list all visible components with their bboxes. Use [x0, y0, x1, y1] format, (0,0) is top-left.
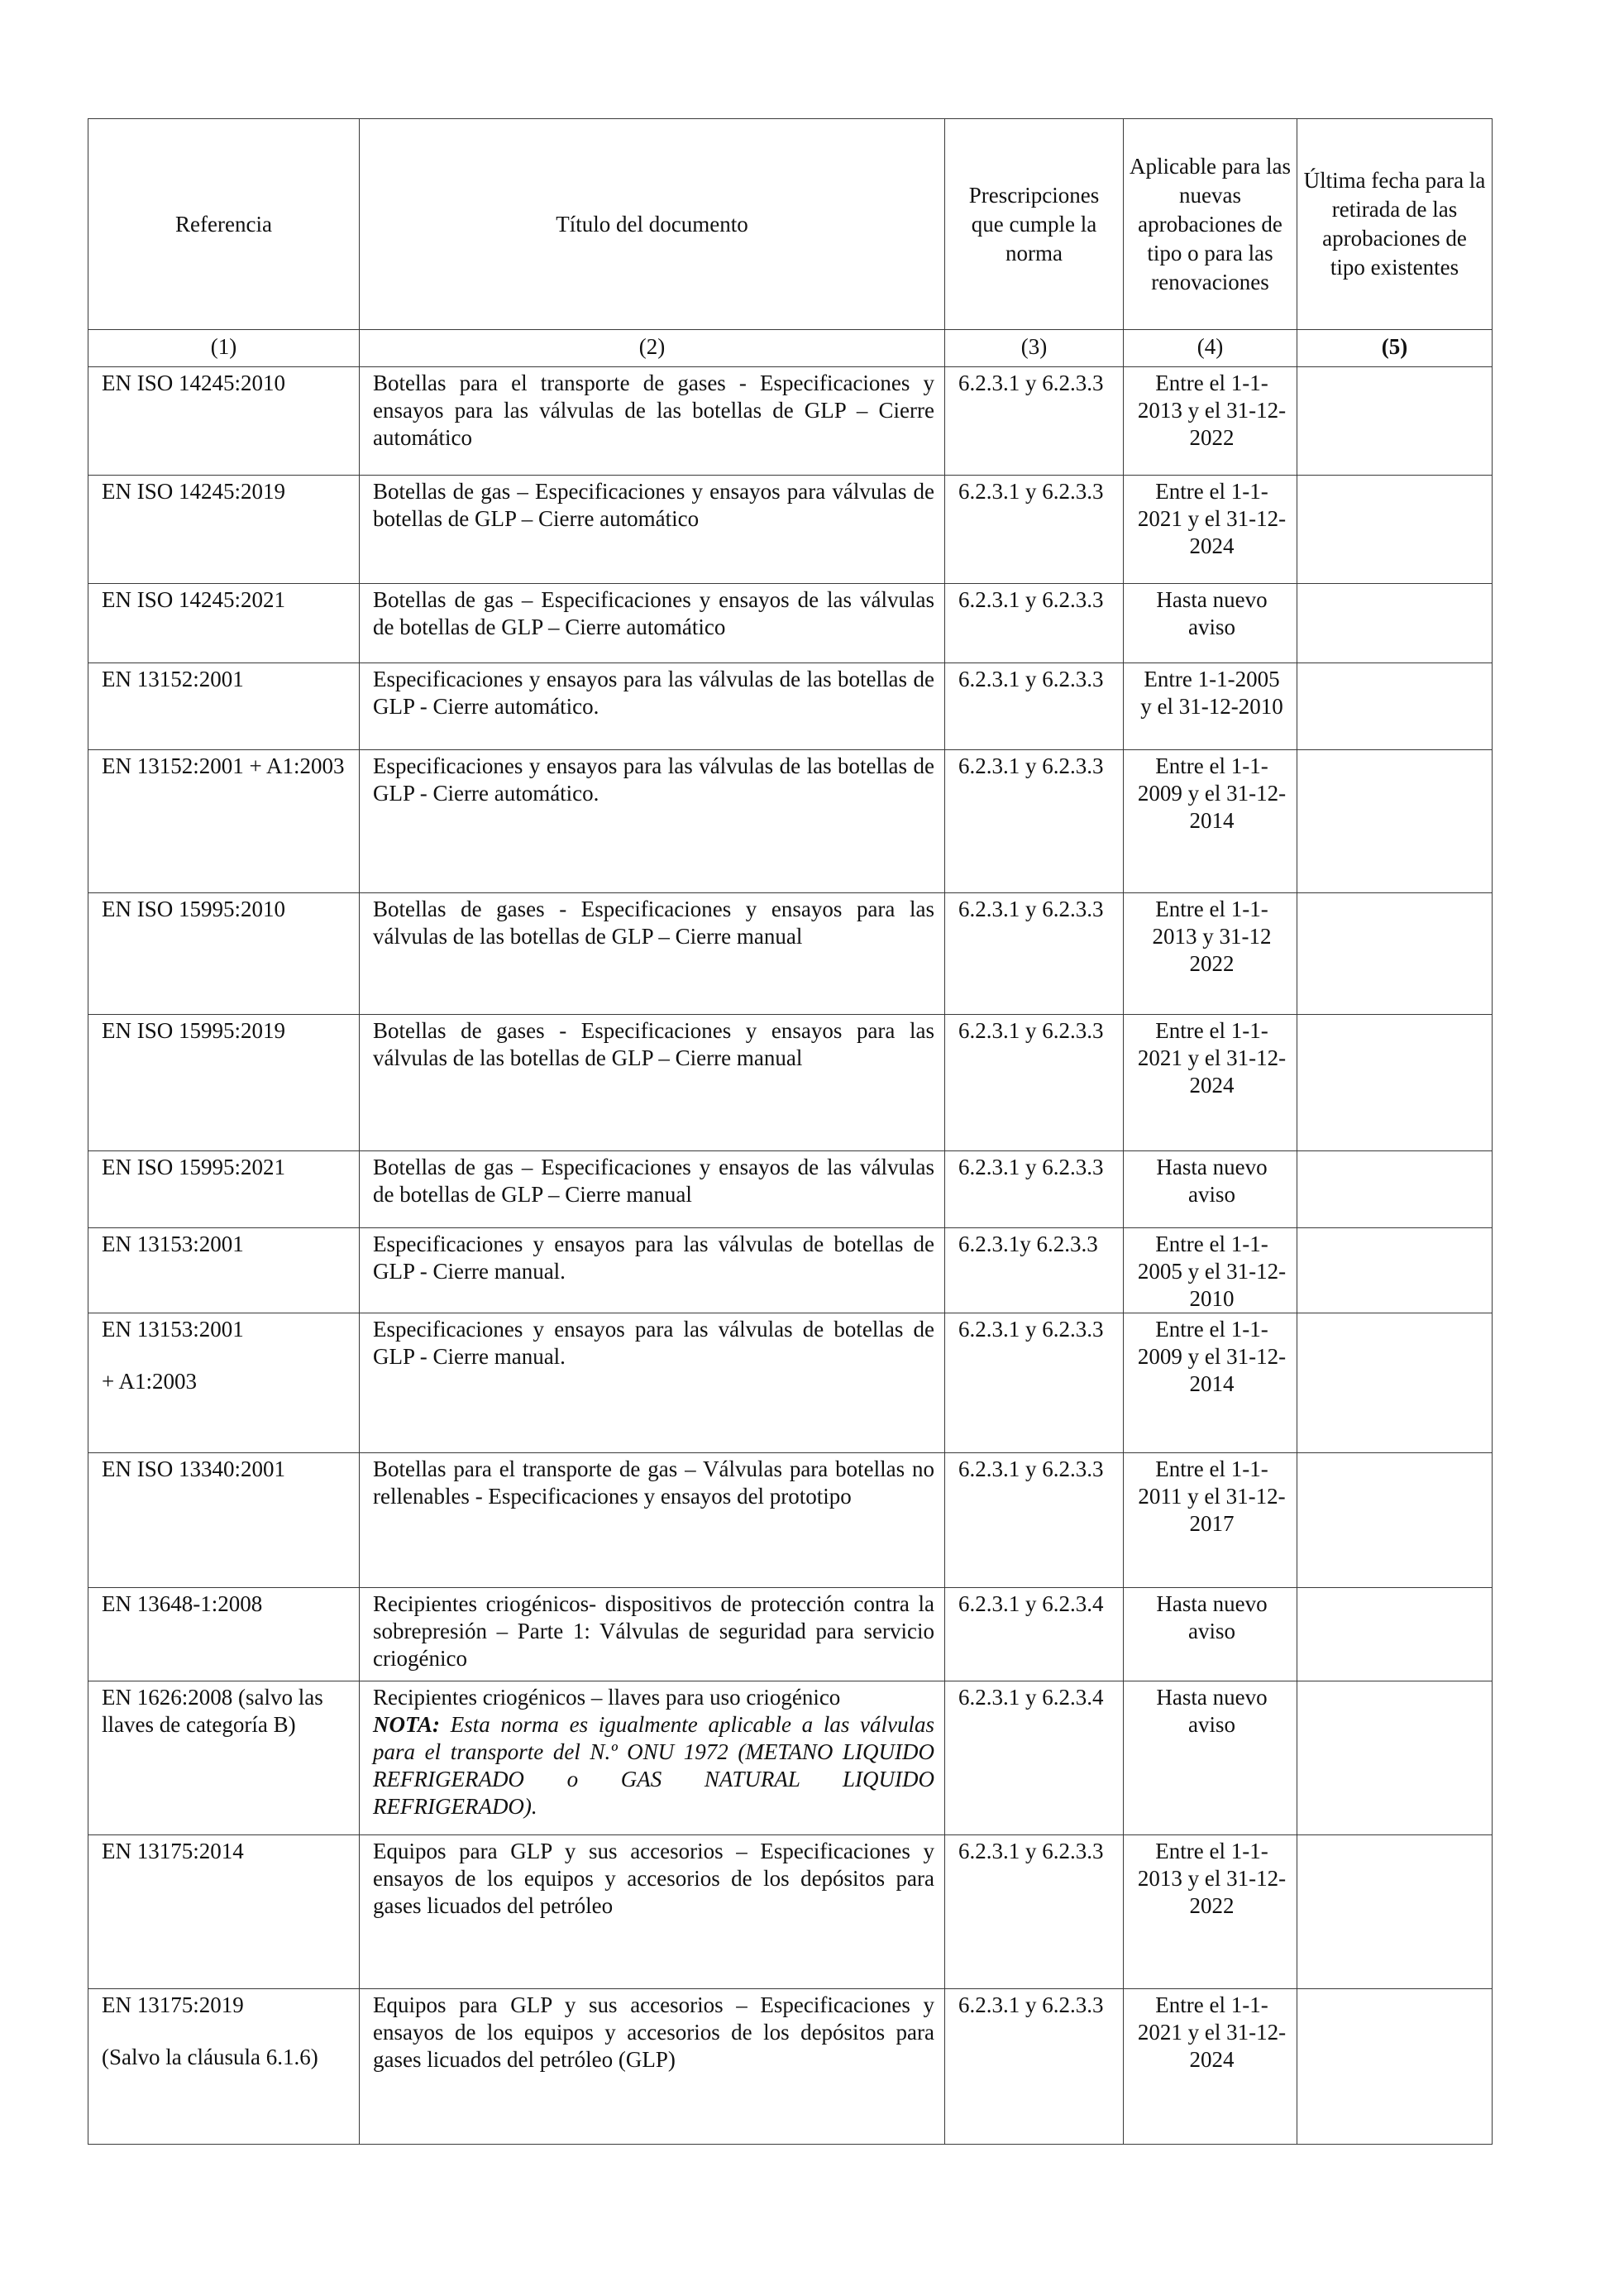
- cell-title: Botellas para el transporte de gas – Válvulas para botellas no rellenables - Especificaciones y ensayos del prototipo: [360, 1453, 945, 1588]
- cell-reference: [88, 750, 360, 893]
- reference-text: EN 1626:2008 (salvo las llaves de categoría B): [102, 1685, 323, 1737]
- cell-applicable: Entre 1-1-2005 y el 31-12-2010: [1124, 663, 1297, 750]
- cell-applicable: Hasta nuevo aviso: [1124, 1151, 1297, 1228]
- table-row: [88, 1453, 1493, 1588]
- reference-text: EN 13648-1:2008: [102, 1591, 263, 1616]
- reference-text: EN 13175:2014: [102, 1839, 244, 1863]
- cell-title: Botellas de gas – Especificaciones y ensayos para válvulas de botellas de GLP – Cierre automático: [360, 476, 945, 584]
- title-text: Recipientes criogénicos – llaves para uso criogénico: [373, 1685, 841, 1710]
- cell-applicable: Hasta nuevo aviso: [1124, 584, 1297, 663]
- cell-prescriptions: 6.2.3.1 y 6.2.3.3: [945, 893, 1124, 1015]
- cell-title: Botellas para el transporte de gases - Especificaciones y ensayos para las válvulas de las botellas de GLP – Cierre automático: [360, 367, 945, 476]
- reference-text: EN ISO 13340:2001: [102, 1457, 285, 1481]
- cell-prescriptions: 6.2.3.1 y 6.2.3.3: [945, 1151, 1124, 1228]
- cell-prescriptions: 6.2.3.1 y 6.2.3.3: [945, 663, 1124, 750]
- cell-applicable: Hasta nuevo aviso: [1124, 1681, 1297, 1835]
- header-aplicable: Aplicable para las nuevas aprobaciones de tipo o para las renovaciones: [1124, 119, 1297, 330]
- reference-amendment: + A1:2003: [102, 1369, 197, 1394]
- cell-title: Botellas de gas – Especificaciones y ensayos de las válvulas de botellas de GLP – Cierre automático: [360, 584, 945, 663]
- header-prescripciones: Prescripciones que cumple la norma: [945, 119, 1124, 330]
- table-row: [88, 1835, 1493, 1989]
- cell-prescriptions: 6.2.3.1 y 6.2.3.3: [945, 1835, 1124, 1989]
- reference-text: EN ISO 15995:2010: [102, 897, 285, 921]
- reference-text: EN ISO 14245:2021: [102, 587, 285, 612]
- cell-applicable: Entre el 1-1-2009 y el 31-12-2014: [1124, 750, 1297, 893]
- cell-reference: [88, 1015, 360, 1151]
- cell-last-date: [1297, 663, 1493, 750]
- cell-reference: [88, 367, 360, 476]
- cell-title: [360, 1681, 945, 1835]
- cell-reference: [88, 1228, 360, 1313]
- cell-applicable: Hasta nuevo aviso: [1124, 1588, 1297, 1681]
- cell-title: Botellas de gas – Especificaciones y ensayos de las válvulas de botellas de GLP – Cierre manual: [360, 1151, 945, 1228]
- table-row: [88, 750, 1493, 893]
- cell-last-date: [1297, 1989, 1493, 2145]
- cell-reference: [88, 1313, 360, 1453]
- reference-text: EN 13153:2001: [102, 1232, 244, 1256]
- cell-applicable: Entre el 1-1-2013 y el 31-12-2022: [1124, 1835, 1297, 1989]
- cell-title: Especificaciones y ensayos para las válvulas de las botellas de GLP - Cierre automático.: [360, 663, 945, 750]
- cell-applicable: Entre el 1-1-2013 y 31-12 2022: [1124, 893, 1297, 1015]
- column-number: (2): [360, 330, 945, 367]
- cell-last-date: [1297, 1453, 1493, 1588]
- cell-applicable: Entre el 1-1-2021 y el 31-12-2024: [1124, 476, 1297, 584]
- cell-last-date: [1297, 1228, 1493, 1313]
- cell-reference: [88, 1588, 360, 1681]
- header-referencia: Referencia: [88, 119, 360, 330]
- cell-last-date: [1297, 750, 1493, 893]
- table-row: [88, 663, 1493, 750]
- cell-prescriptions: 6.2.3.1 y 6.2.3.3: [945, 367, 1124, 476]
- cell-reference: [88, 584, 360, 663]
- cell-reference: [88, 1989, 360, 2145]
- note-text: Esta norma es igualmente aplicable a las válvulas para el transporte del N.º ONU 1972 (METANO LIQUIDO REFRIGERADO o GAS NATURAL LIQUIDO REFRIGERADO).: [373, 1712, 934, 1819]
- column-number-row: [88, 330, 1493, 367]
- table-row: [88, 1228, 1493, 1313]
- reference-text: EN 13152:2001: [102, 667, 244, 691]
- cell-last-date: [1297, 1151, 1493, 1228]
- reference-text: EN 13153:2001: [102, 1317, 244, 1342]
- table-row: [88, 1588, 1493, 1681]
- cell-last-date: [1297, 1835, 1493, 1989]
- cell-applicable: Entre el 1-1-2013 y el 31-12-2022: [1124, 367, 1297, 476]
- cell-applicable: Entre el 1-1-2005 y el 31-12-2010: [1124, 1228, 1297, 1313]
- reference-text: EN ISO 14245:2019: [102, 479, 285, 504]
- cell-reference: [88, 1151, 360, 1228]
- column-number: (4): [1124, 330, 1297, 367]
- cell-title: Especificaciones y ensayos para las válvulas de botellas de GLP - Cierre manual.: [360, 1313, 945, 1453]
- cell-last-date: [1297, 1313, 1493, 1453]
- cell-title: Botellas de gases - Especificaciones y ensayos para las válvulas de las botellas de GLP – Cierre manual: [360, 893, 945, 1015]
- reference-text: EN 13152:2001 + A1:2003: [102, 753, 345, 778]
- cell-prescriptions: 6.2.3.1 y 6.2.3.4: [945, 1588, 1124, 1681]
- reference-text: EN 13175:2019: [102, 1992, 244, 2017]
- cell-last-date: [1297, 476, 1493, 584]
- table-row: [88, 893, 1493, 1015]
- table-row: [88, 584, 1493, 663]
- cell-reference: [88, 1681, 360, 1835]
- cell-applicable: Entre el 1-1-2021 y el 31-12-2024: [1124, 1015, 1297, 1151]
- cell-last-date: [1297, 1681, 1493, 1835]
- cell-reference: [88, 1453, 360, 1588]
- cell-prescriptions: 6.2.3.1 y 6.2.3.3: [945, 476, 1124, 584]
- cell-reference: [88, 476, 360, 584]
- table-row: [88, 367, 1493, 476]
- table-row: [88, 476, 1493, 584]
- table-row: [88, 1151, 1493, 1228]
- cell-title: Especificaciones y ensayos para las válvulas de las botellas de GLP - Cierre automático.: [360, 750, 945, 893]
- cell-applicable: Entre el 1-1-2021 y el 31-12-2024: [1124, 1989, 1297, 2145]
- cell-prescriptions: 6.2.3.1 y 6.2.3.3: [945, 584, 1124, 663]
- cell-prescriptions: 6.2.3.1 y 6.2.3.3: [945, 750, 1124, 893]
- table-row: [88, 1015, 1493, 1151]
- cell-reference: [88, 1835, 360, 1989]
- note-label: NOTA:: [373, 1712, 440, 1737]
- cell-last-date: [1297, 584, 1493, 663]
- reference-exception: (Salvo la cláusula 6.1.6): [102, 2045, 318, 2069]
- cell-prescriptions: 6.2.3.1 y 6.2.3.3: [945, 1453, 1124, 1588]
- cell-title: Botellas de gases - Especificaciones y ensayos para las válvulas de las botellas de GLP – Cierre manual: [360, 1015, 945, 1151]
- header-row: [88, 119, 1493, 330]
- cell-last-date: [1297, 1588, 1493, 1681]
- cell-prescriptions: 6.2.3.1 y 6.2.3.4: [945, 1681, 1124, 1835]
- cell-reference: [88, 663, 360, 750]
- table-row: [88, 1313, 1493, 1453]
- cell-title: Equipos para GLP y sus accesorios – Especificaciones y ensayos de los equipos y accesorios de los depósitos para gases licuados del petróleo: [360, 1835, 945, 1989]
- cell-prescriptions: 6.2.3.1 y 6.2.3.3: [945, 1313, 1124, 1453]
- cell-title: Especificaciones y ensayos para las válvulas de botellas de GLP - Cierre manual.: [360, 1228, 945, 1313]
- cell-reference: [88, 893, 360, 1015]
- cell-prescriptions: 6.2.3.1y 6.2.3.3: [945, 1228, 1124, 1313]
- standards-table: [88, 118, 1493, 2145]
- cell-applicable: Entre el 1-1-2011 y el 31-12-2017: [1124, 1453, 1297, 1588]
- cell-applicable: Entre el 1-1-2009 y el 31-12-2014: [1124, 1313, 1297, 1453]
- table-row: [88, 1989, 1493, 2145]
- column-number: (5): [1297, 330, 1493, 367]
- cell-prescriptions: 6.2.3.1 y 6.2.3.3: [945, 1015, 1124, 1151]
- cell-title: Recipientes criogénicos- dispositivos de protección contra la sobrepresión – Parte 1: Válvulas de seguridad para servicio criogénico: [360, 1588, 945, 1681]
- header-ultima-fecha: Última fecha para la retirada de las aprobaciones de tipo existentes: [1297, 119, 1493, 330]
- cell-last-date: [1297, 893, 1493, 1015]
- column-number: (3): [945, 330, 1124, 367]
- cell-last-date: [1297, 367, 1493, 476]
- cell-title: Equipos para GLP y sus accesorios – Especificaciones y ensayos de los equipos y accesorios de los depósitos para gases licuados del petróleo (GLP): [360, 1989, 945, 2145]
- header-titulo: Título del documento: [360, 119, 945, 330]
- reference-text: EN ISO 14245:2010: [102, 371, 285, 395]
- cell-last-date: [1297, 1015, 1493, 1151]
- reference-text: EN ISO 15995:2019: [102, 1018, 285, 1043]
- reference-text: EN ISO 15995:2021: [102, 1155, 285, 1179]
- cell-prescriptions: 6.2.3.1 y 6.2.3.3: [945, 1989, 1124, 2145]
- column-number: (1): [88, 330, 360, 367]
- table-row: [88, 1681, 1493, 1835]
